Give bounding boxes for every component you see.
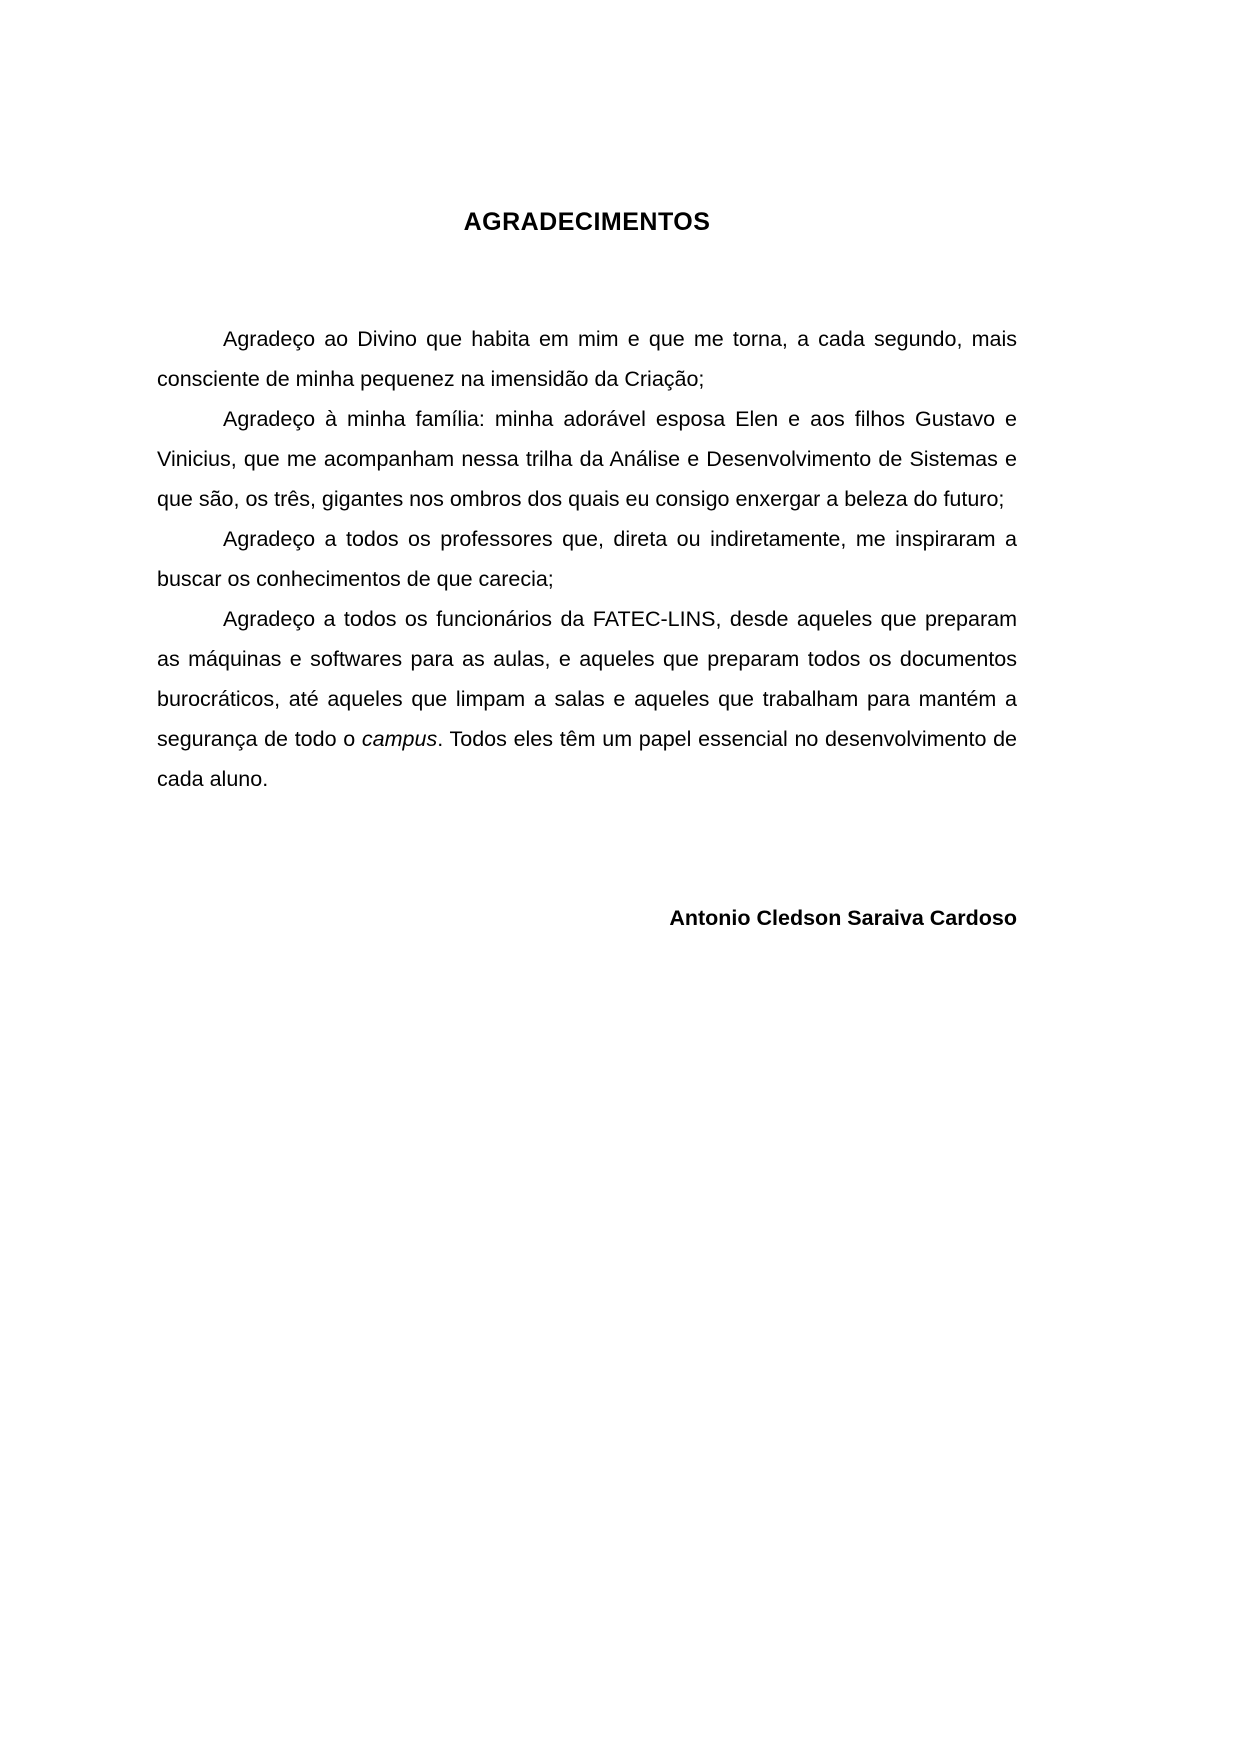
page-title: AGRADECIMENTOS — [463, 208, 711, 236]
paragraph-divino: Agradeço ao Divino que habita em mim e que me torna, a cada segundo, mais consciente de minha pequenez na imensidão da Criação; — [157, 327, 1017, 391]
italic-term-campus: campus — [361, 727, 438, 751]
paragraph-funcionarios — [157, 599, 1017, 799]
paragraph-professores: Agradeço a todos os professores que, direta ou indiretamente, me inspiraram a buscar os conhecimentos de que carecia; — [157, 527, 1017, 591]
author-signature: Antonio Cledson Saraiva Cardoso — [669, 906, 1017, 930]
paragraph-text-after-italic: . Todos eles têm um papel essencial no desenvolvimento de cada aluno. — [157, 727, 1018, 791]
paragraph-familia: Agradeço à minha família: minha adorável esposa Elen e aos filhos Gustavo e Vinicius, que me acompanham nessa trilha da Análise e Desenvolvimento de Sistemas e que são, os três, gigantes nos ombros dos quais eu consigo enxergar a beleza do futuro; — [157, 407, 1017, 511]
paragraph-text-before-italic: Agradeço a todos os funcionários da FATEC-LINS, desde aqueles que preparam as máquinas e softwares para as aulas, e aqueles que preparam todos os documentos burocráticos, até aqueles que limpam a salas e aqueles que trabalham para mantém a segurança de todo o — [157, 607, 1017, 751]
